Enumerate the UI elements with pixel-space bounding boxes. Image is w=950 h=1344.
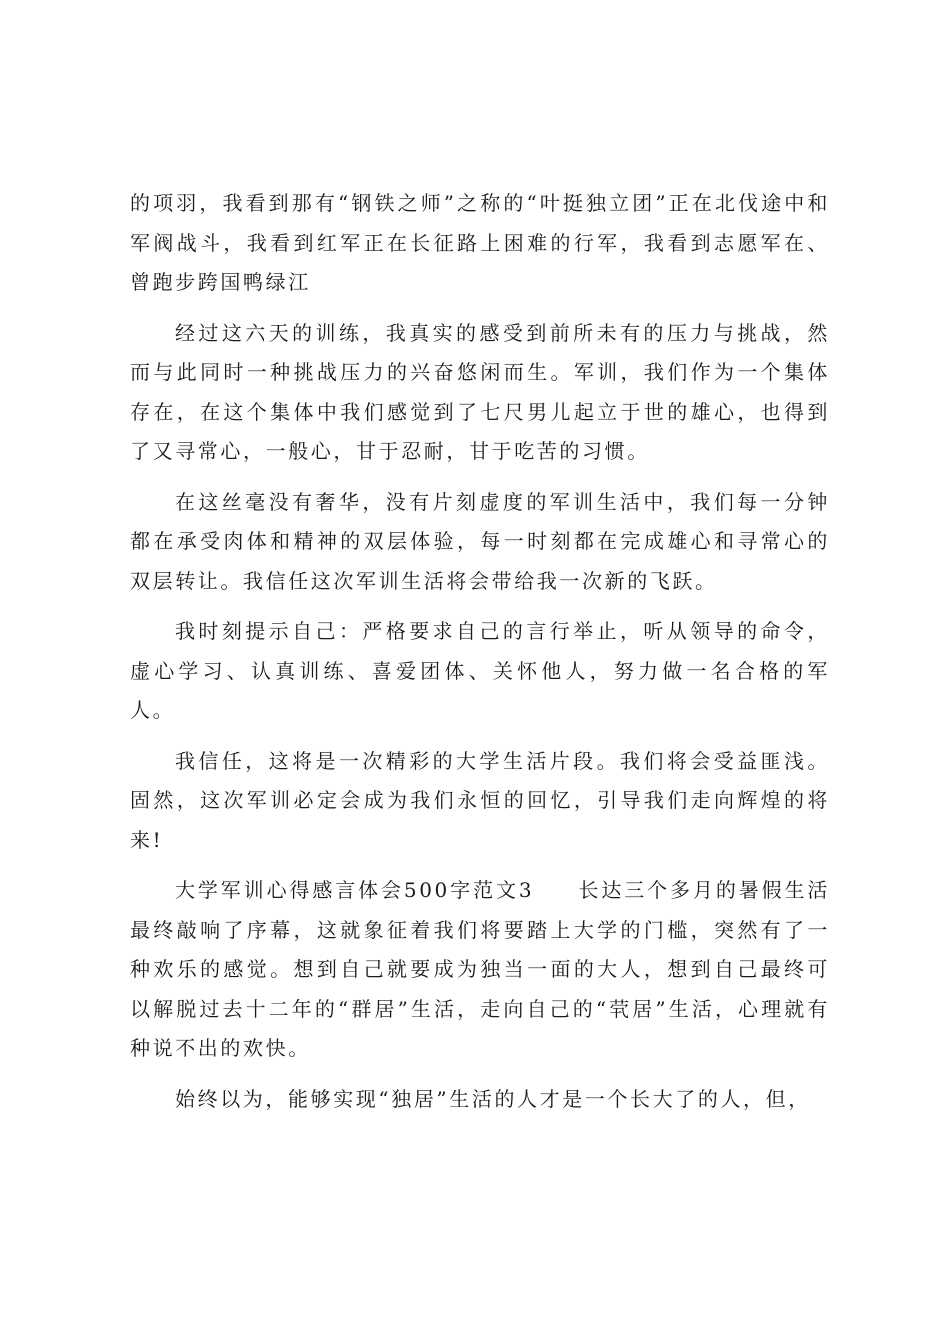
- paragraph-6: [130, 871, 830, 1069]
- section-heading: 大学军训心得感言体会500字范文3: [175, 878, 535, 902]
- paragraph-4: 我时刻提示自己：严格要求自己的言行举止，听从领导的命令，虚心学习、认真训练、喜爱团体、关怀他人，努力做一名合格的军人。: [130, 619, 830, 722]
- paragraph-5: 我信任，这将是一次精彩的大学生活片段。我们将会受益匪浅。固然，这次军训必定会成为我们永恒的回忆，引导我们走向辉煌的将来!: [130, 748, 830, 852]
- section-intro-text: 长达三个多月的暑假生活最终敲响了序幕，这就象征着我们将要踏上大学的门槛，突然有了一种欢乐的感觉。想到自己就要成为独当一面的大人，想到自己最终可以解脱过去十二年的“群居”生活，走向自己的“茕居”生活，心理就有种说不出的欢快。: [130, 878, 830, 1060]
- paragraph-2: 经过这六天的训练，我真实的感受到前所未有的压力与挑战，然而与此同时一种挑战压力的兴奋悠闲而生。军训，我们作为一个集体存在，在这个集体中我们感觉到了七尺男儿起立于世的雄心，也得到了又寻常心，一般心，甘于忍耐，甘于吃苦的习惯。: [130, 320, 830, 463]
- paragraph-7: 始终以为，能够实现“独居”生活的人才是一个长大了的人，但，: [175, 1086, 811, 1111]
- document-body: [130, 184, 830, 1130]
- paragraph-1: 的项羽，我看到那有“钢铁之师”之称的“叶挺独立团”正在北伐途中和军阀战斗，我看到红军正在长征路上困难的行军，我看到志愿军在、曾跑步跨国鸭绿江: [130, 191, 830, 294]
- paragraph-3: 在这丝毫没有奢华，没有片刻虚度的军训生活中，我们每一分钟都在承受肉体和精神的双层体验，每一时刻都在完成雄心和寻常心的双层转让。我信任这次军训生活将会带给我一次新的飞跃。: [130, 489, 830, 593]
